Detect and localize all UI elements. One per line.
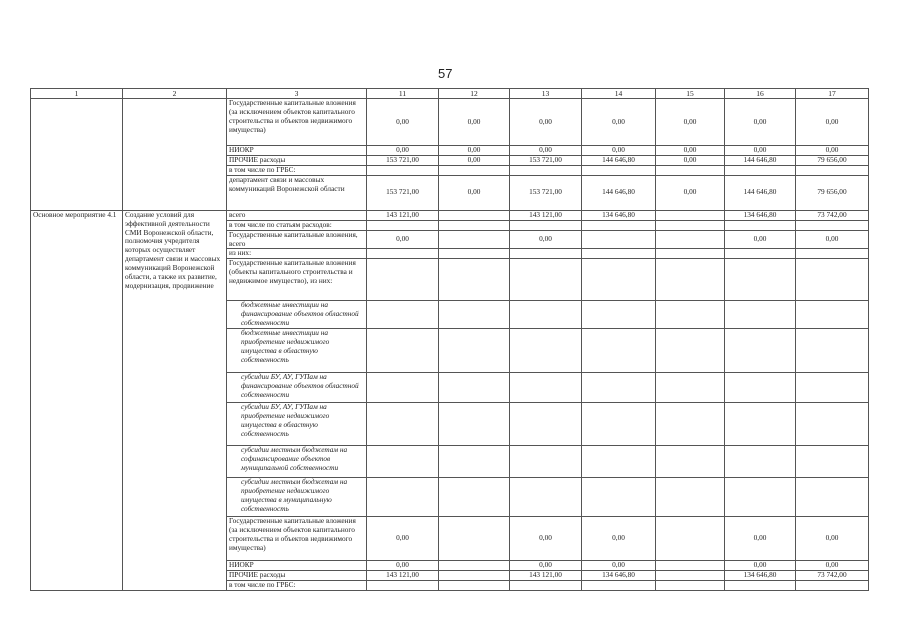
value-cell [796,478,869,517]
column-header: 14 [582,89,656,99]
row-label: Государственные капитальные вложения, всего [227,230,367,249]
value-cell [582,249,656,259]
value-cell [439,249,510,259]
value-cell [796,249,869,259]
value-cell: 0,00 [510,146,582,156]
value-cell [796,373,869,403]
value-cell [439,373,510,403]
value-cell [656,230,725,249]
value-cell [367,165,439,175]
value-cell: 0,00 [582,99,656,146]
value-cell: 0,00 [796,561,869,571]
value-cell [582,220,656,230]
value-cell [656,561,725,571]
value-cell [367,373,439,403]
value-cell [439,220,510,230]
value-cell: 144 646,80 [725,156,796,166]
value-cell: 0,00 [725,99,796,146]
row-label: в том числе по статьям расходов: [227,220,367,230]
row-label: бюджетные инвестиции на финансирование объектов областной собственности [227,301,367,329]
value-cell [367,249,439,259]
value-cell [656,446,725,478]
value-cell [725,301,796,329]
value-cell: 144 646,80 [582,156,656,166]
value-cell [582,230,656,249]
value-cell [582,403,656,446]
value-cell [656,517,725,561]
row-label: Государственные капитальные вложения (за исключением объектов капитального строительства и объектов недвижимого имущества) [227,517,367,561]
row-label: бюджетные инвестиции на приобретение недвижимого имущества в областную собственность [227,329,367,373]
value-cell: 0,00 [510,517,582,561]
value-cell [439,580,510,590]
value-cell [796,580,869,590]
value-cell: 0,00 [725,230,796,249]
value-cell: 134 646,80 [725,210,796,220]
row-label: ПРОЧИЕ расходы [227,570,367,580]
value-cell: 0,00 [510,230,582,249]
value-cell: 79 656,00 [796,156,869,166]
event-cell [31,99,123,211]
value-cell [510,373,582,403]
row-label: субсидии БУ, АУ, ГУПам на приобретение недвижимого имущества в областную собственность [227,403,367,446]
value-cell: 144 646,80 [582,175,656,210]
value-cell [439,446,510,478]
value-cell: 143 121,00 [510,210,582,220]
value-cell [367,259,439,301]
value-cell: 0,00 [796,99,869,146]
value-cell [725,373,796,403]
value-cell [656,570,725,580]
value-cell [439,210,510,220]
value-cell: 0,00 [582,561,656,571]
value-cell [796,329,869,373]
column-header: 11 [367,89,439,99]
value-cell [725,478,796,517]
value-cell [439,230,510,249]
value-cell: 0,00 [725,146,796,156]
value-cell: 134 646,80 [582,570,656,580]
row-label: субсидии БУ, АУ, ГУПам на финансирование объектов областной собственности [227,373,367,403]
value-cell: 79 656,00 [796,175,869,210]
row-label: в том числе по ГРБС: [227,580,367,590]
value-cell [725,259,796,301]
value-cell: 143 121,00 [367,570,439,580]
value-cell: 0,00 [796,230,869,249]
value-cell [510,301,582,329]
value-cell [510,220,582,230]
row-label: субсидии местным бюджетам на софинансирование объектов муниципальной собственности [227,446,367,478]
value-cell [656,259,725,301]
value-cell: 153 721,00 [510,156,582,166]
value-cell: 0,00 [796,517,869,561]
value-cell: 0,00 [582,517,656,561]
column-header: 13 [510,89,582,99]
value-cell: 0,00 [725,561,796,571]
row-label: из них: [227,249,367,259]
value-cell: 73 742,00 [796,570,869,580]
value-cell: 153 721,00 [367,156,439,166]
value-cell: 0,00 [656,99,725,146]
row-label: департамент связи и массовых коммуникаций Воронежской области [227,175,367,210]
value-cell: 143 121,00 [510,570,582,580]
value-cell: 0,00 [367,146,439,156]
value-cell [582,301,656,329]
value-cell [367,403,439,446]
value-cell [510,478,582,517]
value-cell [439,259,510,301]
value-cell: 73 742,00 [796,210,869,220]
value-cell [439,165,510,175]
value-cell: 0,00 [367,561,439,571]
value-cell [796,259,869,301]
value-cell: 0,00 [510,99,582,146]
value-cell [725,165,796,175]
value-cell [796,165,869,175]
value-cell [656,220,725,230]
table-row [31,210,869,220]
column-header: 12 [439,89,510,99]
value-cell [656,249,725,259]
value-cell [582,165,656,175]
value-cell [510,403,582,446]
value-cell [367,220,439,230]
value-cell: 0,00 [439,175,510,210]
value-cell: 153 721,00 [367,175,439,210]
value-cell [582,329,656,373]
value-cell [796,403,869,446]
value-cell: 144 646,80 [725,175,796,210]
value-cell [656,329,725,373]
column-header: 17 [796,89,869,99]
row-label: в том числе по ГРБС: [227,165,367,175]
value-cell [725,249,796,259]
value-cell: 0,00 [367,517,439,561]
page-number: 57 [438,66,453,81]
value-cell [796,301,869,329]
value-cell: 0,00 [796,146,869,156]
value-cell [439,561,510,571]
value-cell: 0,00 [439,156,510,166]
value-cell [582,580,656,590]
value-cell [582,259,656,301]
row-label: всего [227,210,367,220]
row-label: НИОКР [227,561,367,571]
value-cell [510,259,582,301]
value-cell: 0,00 [656,175,725,210]
value-cell [510,165,582,175]
table-row [31,99,869,146]
value-cell: 0,00 [656,156,725,166]
value-cell: 0,00 [510,561,582,571]
value-cell: 143 121,00 [367,210,439,220]
event-cell: Основное мероприятие 4.1 [31,210,123,590]
value-cell [725,403,796,446]
value-cell: 0,00 [367,99,439,146]
description-cell [123,99,227,211]
value-cell [656,301,725,329]
value-cell: 134 646,80 [582,210,656,220]
value-cell [439,301,510,329]
value-cell [510,580,582,590]
row-label: Государственные капитальные вложения (за исключением объектов капитального строительства и объектов недвижимого имущества) [227,99,367,146]
value-cell [796,220,869,230]
value-cell [439,478,510,517]
value-cell [510,249,582,259]
value-cell [725,580,796,590]
value-cell [725,329,796,373]
value-cell [725,220,796,230]
value-cell: 0,00 [656,146,725,156]
value-cell [656,373,725,403]
value-cell: 0,00 [439,146,510,156]
value-cell [582,373,656,403]
value-cell [656,165,725,175]
column-header: 3 [227,89,367,99]
value-cell [439,570,510,580]
value-cell: 0,00 [439,99,510,146]
description-cell: Создание условий для эффективной деятельности СМИ Воронежской области, полномочия учредителя которых осуществляет департамент связи и массовых коммуникаций Воронежской области, а также их развитие, модернизация, продвижение [123,210,227,590]
value-cell [796,446,869,478]
value-cell [367,446,439,478]
column-header: 15 [656,89,725,99]
budget-table [30,88,869,591]
row-label: НИОКР [227,146,367,156]
value-cell: 0,00 [367,230,439,249]
value-cell [439,517,510,561]
value-cell: 153 721,00 [510,175,582,210]
value-cell [582,478,656,517]
column-header: 16 [725,89,796,99]
column-number-row [31,89,869,99]
value-cell [510,446,582,478]
value-cell: 134 646,80 [725,570,796,580]
row-label: субсидии местным бюджетам на приобретение недвижимого имущества в муниципальную собственность [227,478,367,517]
value-cell [656,478,725,517]
value-cell [656,403,725,446]
value-cell [656,210,725,220]
value-cell [725,446,796,478]
value-cell [510,329,582,373]
value-cell [439,403,510,446]
value-cell [367,301,439,329]
column-header: 1 [31,89,123,99]
value-cell: 0,00 [725,517,796,561]
value-cell [367,329,439,373]
value-cell [439,329,510,373]
value-cell [656,580,725,590]
value-cell [367,580,439,590]
column-header: 2 [123,89,227,99]
value-cell [367,478,439,517]
row-label: ПРОЧИЕ расходы [227,156,367,166]
value-cell [582,446,656,478]
row-label: Государственные капитальные вложения (объекты капитального строительства и недвижимое имущество), из них: [227,259,367,301]
value-cell: 0,00 [582,146,656,156]
